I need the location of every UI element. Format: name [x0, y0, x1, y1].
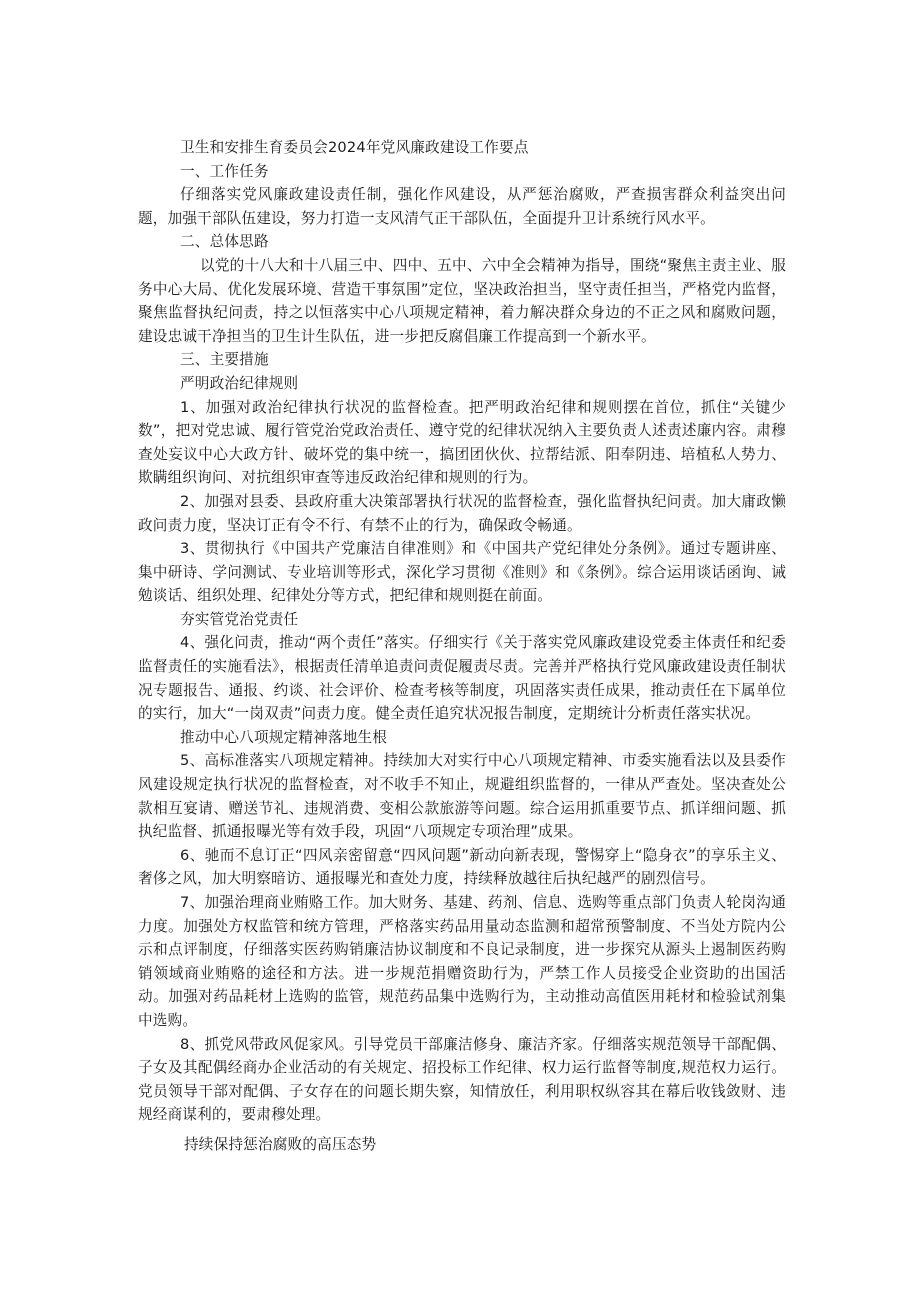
- measure-item-4: 4、强化问责，推动“两个责任”落实。仔细实行《关于落实党风廉政建设党委主体责任和纪委监督责任的实施看法》，根据责任清单追责问责促履责尽责。完善并严格执行党风廉政建设责任制状况专题报告、通报、约谈、社会评价、检查考核等制度，巩固落实责任成果，推动责任在下属单位的实行，加大“一岗双责”问责力度。健全责任追究状况报告制度，定期统计分析责任落实状况。: [138, 634, 786, 723]
- subheading-party-responsibility: 夯实管党治党责任: [180, 610, 299, 628]
- paragraph-tasks: 仔细落实党风廉政建设责任制，强化作风建设，从严惩治腐败，严查损害群众利益突出问题，加强干部队伍建设，努力打造一支风清气正干部队伍，全面提升卫计系统行风水平。: [138, 186, 786, 227]
- measure-item-1: 1、加强对政治纪律执行状况的监督检查。把严明政治纪律和规则摆在首位，抓住“关键少数”，把对党忠诚、履行管党治党政治责任、遵守党的纪律状况纳入主要负责人述责述廉内容。肃穆查处妄议中心大政方针、破坏党的集中统一，搞团团伙伙、拉帮结派、阳奉阴违、培植私人势力、欺瞒组织询问、对抗组织审查等违反政治纪律和规则的行为。: [138, 398, 786, 487]
- document-title: 卫生和安排生育委员会2024年党风廉政建设工作要点: [180, 139, 529, 156]
- subheading-eight-rules: 推动中心八项规定精神落地生根: [180, 728, 388, 746]
- measure-item-2: 2、加强对县委、县政府重大决策部署执行状况的监督检查，强化监督执纪问责。加大庸政懒政问责力度，坚决订正有令不行、有禁不止的行为，确保政令畅通。: [138, 492, 786, 534]
- measure-item-7: 7、加强治理商业贿赂工作。加大财务、基建、药剂、信息、选购等重点部门负责人轮岗沟通力度。加强处方权监管和统方管理，严格落实药品用量动态监测和超常预警制度、不当处方院内公示和点评制度，仔细落实医药购销廉洁协议制度和不良记录制度，进一步探究从源头上遏制医药购销领域商业贿赂的途径和方法。进一步规范捐赠资助行为，严禁工作人员接受企业资助的出国活动。加强对药品耗材上选购的监管，规范药品集中选购行为，主动推动高值医用耗材和检验试剂集中选购。: [138, 894, 786, 1029]
- measure-item-8: 8、抓党风带政风促家风。引导党员干部廉洁修身、廉洁齐家。仔细落实规范领导干部配偶、子女及其配偶经商办企业活动的有关规定、招投标工作纪律、权力运行监督等制度,规范权力运行。党员领导干部对配偶、子女存在的问题长期失察，知情放任，利用职权纵容其在幕后收钱敛财、违规经商谋利的，要肃穆处理。: [138, 1035, 786, 1124]
- measure-item-6: 6、驰而不息订正“四风亲密留意“四风问题”新动向新表现，警惕穿上“隐身衣”的享乐主义、奢侈之风，加大明察暗访、通报曝光和查处力度，持续释放越往后执纪越严的剧烈信号。: [138, 846, 786, 888]
- section-heading-tasks: 一、工作任务: [180, 162, 269, 180]
- section-heading-measures: 三、主要措施: [180, 351, 269, 369]
- measure-item-5: 5、高标准落实八项规定精神。持续加大对实行中心八项规定精神、市委实施看法以及县委作风建设规定执行状况的监督检查，对不收手不知止，规避组织监督的，一律从严查处。坚决查处公款相互宴请、赠送节礼、违规消费、变相公款旅游等问题。综合运用抓重要节点、抓详细问题、抓执纪监督、抓通报曝光等有效手段，巩固“八项规定专项治理”成果。: [138, 752, 786, 841]
- subheading-political-discipline: 严明政治纪律规则: [180, 374, 299, 392]
- measure-item-3: 3、贯彻执行《中国共产党廉洁自律准则》和《中国共产党纪律处分条例》。通过专题讲座、集中研诗、学问测试、专业培训等形式，深化学习贯彻《准则》和《条例》。综合运用谈话函询、诫勉谈话、组织处理、纪律处分等方式，把纪律和规则挺在前面。: [138, 540, 786, 605]
- paragraph-approach: 以党的十八大和十八届三中、四中、五中、六中全会精神为指导，围绕“聚焦主责主业、服务中心大局、优化发展环境、营造干事氛围”定位，坚决政治担当，坚守责任担当，严格党内监督，聚焦监督执纪问责，持之以恒落实中心八项规定精神，着力解决群众身边的不正之风和腐败问题，建设忠诚干净担当的卫生计生队伍，进一步把反腐倡廉工作提高到一个新水平。: [138, 256, 786, 345]
- document-body: [138, 136, 786, 1157]
- section-heading-approach: 二、总体思路: [180, 233, 269, 251]
- subheading-anti-corruption: 持续保持惩治腐败的高压态势: [184, 1135, 377, 1153]
